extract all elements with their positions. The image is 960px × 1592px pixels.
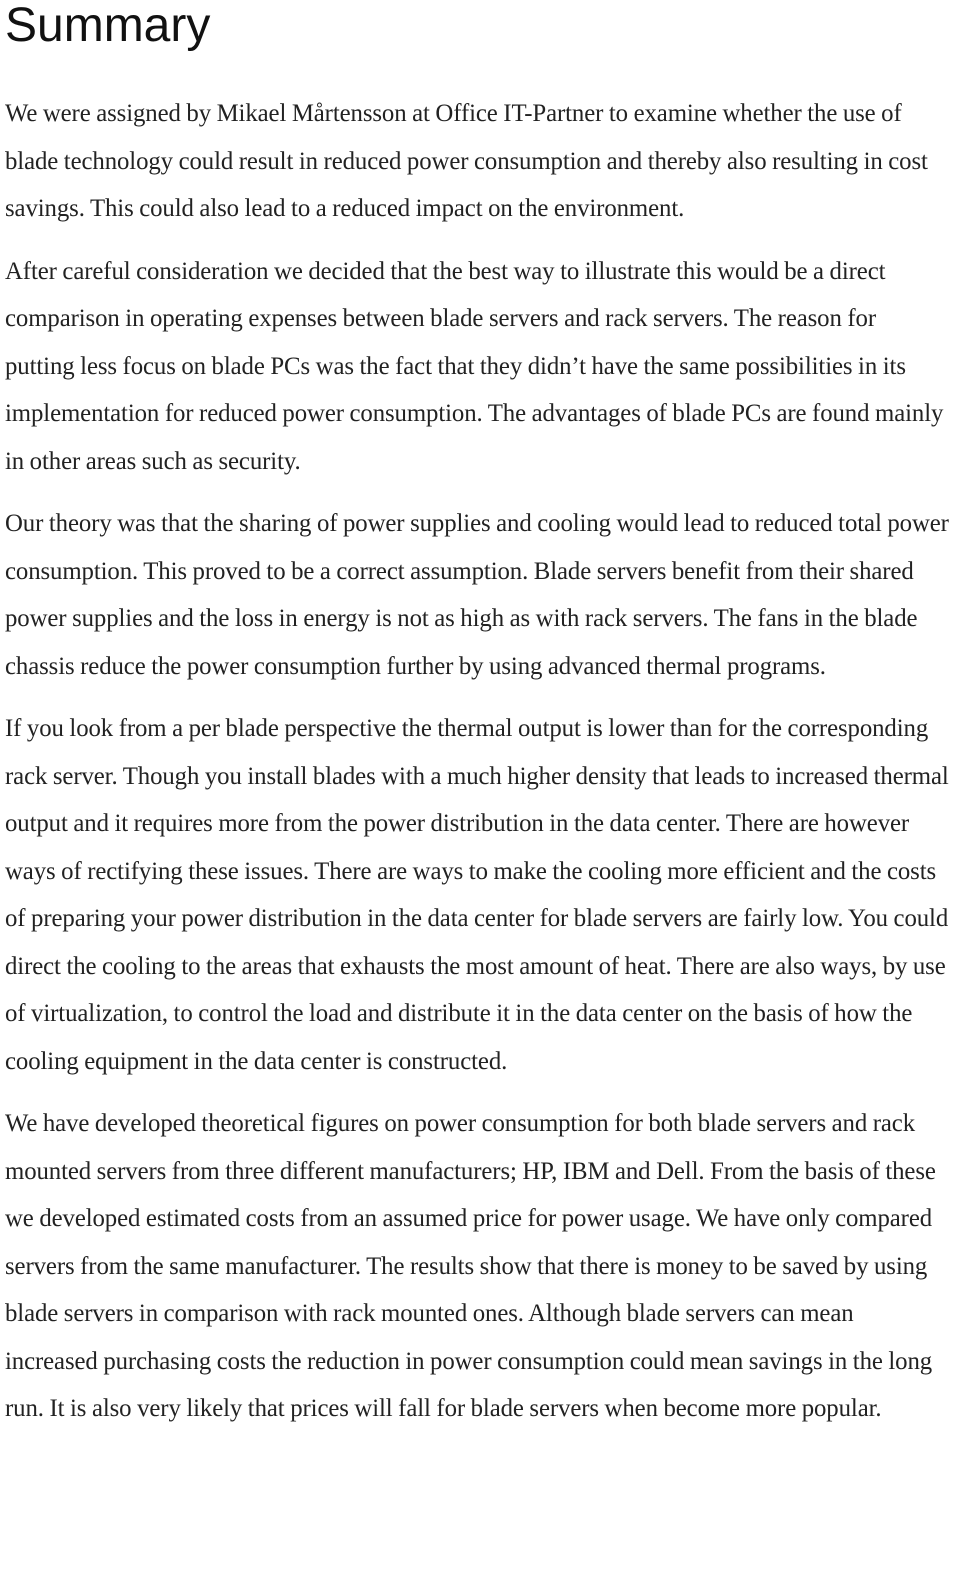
paragraph-assignment: We were assigned by Mikael Mårtensson at Office IT-Partner to examine whether the use of blade technology could result in reduced power consumption and thereby also resulting in cost savings. This could also lead to a reduced impact on the environment. [5,100,928,222]
paragraph-results: We have developed theoretical figures on power consumption for both blade servers and rack mounted servers from three different manufacturers; HP, IBM and Dell. From the basis of these we developed estimated costs from an assumed price for power usage. We have only compared servers from the same manufacturer. The results show that there is money to be saved by using blade servers in comparison with rack mounted ones. Although blade servers can mean increased purchasing costs the reduction in power consumption could mean savings in the long run. It is also very likely that prices will fall for blade servers when become more popular. [5,1110,936,1422]
paragraph-thermal-output: If you look from a per blade perspective the thermal output is lower than for the corresponding rack server. Though you install blades with a much higher density that leads to increased thermal output and it requires more from the power distribution in the data center. There are however ways of rectifying these issues. There are ways to make the cooling more efficient and the costs of preparing your power distribution in the data center for blade servers are fairly low. You could direct the cooling to the areas that exhausts the most amount of heat. There are also ways, by use of virtualization, to control the load and distribute it in the data center on the basis of how the cooling equipment in the data center is constructed. [5,715,949,1075]
paragraph-approach: After careful consideration we decided that the best way to illustrate this would be a direct comparison in operating expenses between blade servers and rack servers. The reason for putting less focus on blade PCs was the fact that they didn’t have the same possibilities in its implementation for reduced power consumption. The advantages of blade PCs are found mainly in other areas such as security. [5,257,944,475]
paragraph-theory: Our theory was that the sharing of power supplies and cooling would lead to reduced total power consumption. This proved to be a correct assumption. Blade servers benefit from their shared power supplies and the loss in energy is not as high as with rack servers. The fans in the blade chassis reduce the power consumption further by using advanced thermal programs. [5,510,949,680]
page-title: Summary [5,0,211,52]
